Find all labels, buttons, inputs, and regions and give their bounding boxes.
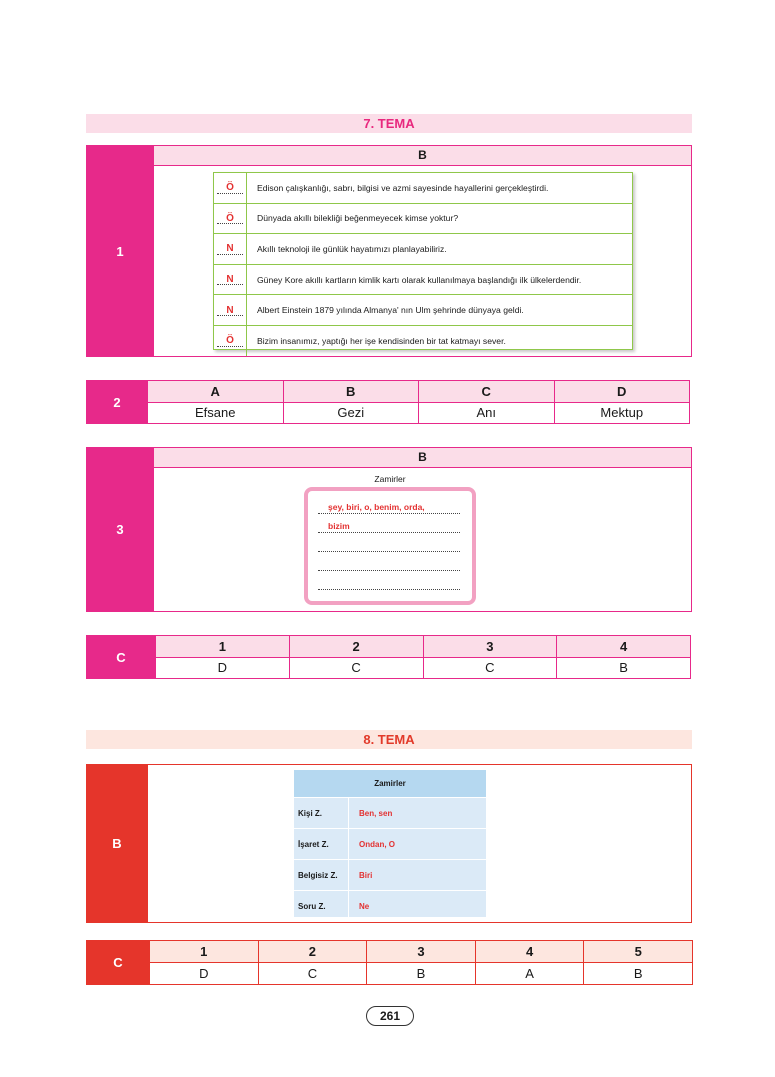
sentence-text: Albert Einstein 1879 yılında Almanya' nın Ulm şehrinde dünyaya geldi. xyxy=(257,305,524,316)
q1-label: 1 xyxy=(86,145,154,357)
zamirler-value: Ne xyxy=(359,901,370,911)
zamirler-key: Soru Z. xyxy=(294,891,349,921)
zamirler-row xyxy=(294,859,486,890)
answer-line xyxy=(318,589,460,590)
q2-value-a: Efsane xyxy=(148,402,284,424)
q1-header: B xyxy=(154,146,691,166)
q2-label: 2 xyxy=(86,380,148,424)
zamirler-box xyxy=(304,487,476,605)
zamirler-value: Biri xyxy=(359,870,373,880)
zamirler-row xyxy=(294,890,486,921)
sentence-mark: N xyxy=(214,234,247,264)
answer-line xyxy=(318,532,460,533)
zamirler-row xyxy=(294,828,486,859)
q7c-label: C xyxy=(86,635,156,679)
q7c-header-3: 3 xyxy=(423,636,557,658)
q2-header-c: C xyxy=(419,381,555,403)
sentence-mark: Ö xyxy=(214,326,247,356)
q7c-header-2: 2 xyxy=(289,636,423,658)
q2-value-d: Mektup xyxy=(554,402,690,424)
zamirler-table xyxy=(294,770,486,917)
q8c-label: C xyxy=(86,940,150,985)
answer-line-2: bizim xyxy=(328,521,350,531)
tema7-title: 7. TEMA xyxy=(86,114,692,133)
sentence-text: Akıllı teknoloji ile günlük hayatımızı planlayabiliriz. xyxy=(257,243,447,254)
q7c-value-2: C xyxy=(289,657,423,679)
q2-table xyxy=(147,380,690,424)
q8b-label: B xyxy=(86,764,148,923)
sentence-text: Edison çalışkanlığı, sabrı, bilgisi ve azmi sayesinde hayallerini gerçekleştirdi. xyxy=(257,182,549,193)
q8c-header-3: 3 xyxy=(367,941,476,963)
q8c-value-3: B xyxy=(367,963,476,985)
sentence-row xyxy=(214,204,632,235)
q7c-table xyxy=(155,635,691,679)
zamirler-row xyxy=(294,797,486,828)
answer-line-1: şey, biri, o, benim, orda, xyxy=(328,502,425,512)
tema8-title: 8. TEMA xyxy=(86,730,692,749)
q7c-header-1: 1 xyxy=(156,636,290,658)
zamirler-value: Ondan, O xyxy=(359,839,395,849)
q3-label: 3 xyxy=(86,447,154,612)
q7c-value-3: C xyxy=(423,657,557,679)
sentence-text: Dünyada akıllı bilekliği beğenmeyecek kimse yoktur? xyxy=(257,213,459,224)
sentence-mark: Ö xyxy=(214,173,247,203)
sentence-row xyxy=(214,295,632,326)
q2-header-d: D xyxy=(554,381,690,403)
q2-value-c: Anı xyxy=(419,402,555,424)
q8c-value-4: A xyxy=(475,963,584,985)
q2-header-b: B xyxy=(283,381,419,403)
page-number: 261 xyxy=(366,1006,414,1026)
sentence-row xyxy=(214,234,632,265)
q8c-header-2: 2 xyxy=(258,941,367,963)
sentence-row xyxy=(214,326,632,356)
q8c-header-4: 4 xyxy=(475,941,584,963)
q7c-value-4: B xyxy=(557,657,691,679)
answer-line xyxy=(318,570,460,571)
q8c-header-1: 1 xyxy=(150,941,259,963)
q2-value-b: Gezi xyxy=(283,402,419,424)
zamirler-key: Belgisiz Z. xyxy=(294,860,349,890)
zamirler-table-title: Zamirler xyxy=(294,770,486,797)
q3-header: B xyxy=(154,448,691,468)
zamirler-key: Kişi Z. xyxy=(294,798,349,828)
answer-line xyxy=(318,513,460,514)
zamirler-key: İşaret Z. xyxy=(294,829,349,859)
sentence-row xyxy=(214,173,632,204)
q8c-value-2: C xyxy=(258,963,367,985)
q8c-header-5: 5 xyxy=(584,941,693,963)
q7c-header-4: 4 xyxy=(557,636,691,658)
q8c-value-5: B xyxy=(584,963,693,985)
q8c-value-1: D xyxy=(150,963,259,985)
sentence-text: Güney Kore akıllı kartların kimlik kartı olarak kullanılmaya başlandığı ilk ülkelerdendir. xyxy=(257,274,582,285)
zamirler-value: Ben, sen xyxy=(359,808,393,818)
sentence-row xyxy=(214,265,632,296)
zamirler-title: Zamirler xyxy=(374,474,406,484)
q2-header-a: A xyxy=(148,381,284,403)
sentence-list xyxy=(213,172,633,350)
answer-line xyxy=(318,551,460,552)
q7c-value-1: D xyxy=(156,657,290,679)
sentence-mark: Ö xyxy=(214,204,247,234)
sentence-mark: N xyxy=(214,265,247,295)
q8c-table xyxy=(149,940,693,985)
sentence-mark: N xyxy=(214,295,247,325)
sentence-text: Bizim insanımız, yaptığı her işe kendisinden bir tat katmayı sever. xyxy=(257,335,506,346)
